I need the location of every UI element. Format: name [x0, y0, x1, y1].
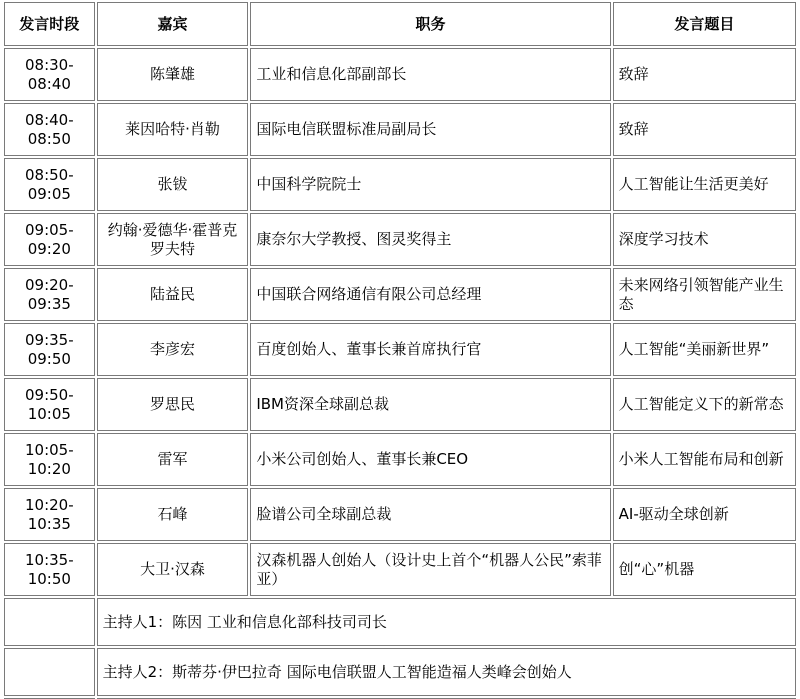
position-cell: 中国科学院院士 [250, 158, 610, 211]
guest-cell: 李彦宏 [97, 323, 249, 376]
table-row [4, 433, 796, 486]
time-cell: 08:40- 08:50 [4, 103, 95, 156]
time-cell: 09:05- 09:20 [4, 213, 95, 266]
time-cell: 10:35- 10:50 [4, 543, 95, 596]
position-cell: 康奈尔大学教授、图灵奖得主 [250, 213, 610, 266]
guest-cell: 大卫·汉森 [97, 543, 249, 596]
host-1-text: 主持人1：陈因 工业和信息化部科技司司长 [97, 598, 796, 646]
guest-cell: 约翰·爱德华·霍普克罗夫特 [97, 213, 249, 266]
time-cell: 08:50- 09:05 [4, 158, 95, 211]
host-row [4, 648, 796, 696]
topic-cell: 深度学习技术 [613, 213, 796, 266]
time-cell: 08:30- 08:40 [4, 48, 95, 101]
time-cell: 09:50- 10:05 [4, 378, 95, 431]
guest-cell: 莱因哈特·肖勒 [97, 103, 249, 156]
guest-cell: 雷军 [97, 433, 249, 486]
guest-cell: 陈肇雄 [97, 48, 249, 101]
time-cell: 10:20- 10:35 [4, 488, 95, 541]
topic-cell: 人工智能“美丽新世界” [613, 323, 796, 376]
position-cell: IBM资深全球副总裁 [250, 378, 610, 431]
table-row [4, 48, 796, 101]
header-topic: 发言题目 [613, 2, 796, 46]
host-spacer-cell [4, 648, 95, 696]
table-row [4, 213, 796, 266]
table-row [4, 323, 796, 376]
position-cell: 中国联合网络通信有限公司总经理 [250, 268, 610, 321]
table-row [4, 268, 796, 321]
topic-cell: AI-驱动全球创新 [613, 488, 796, 541]
guest-cell: 张钹 [97, 158, 249, 211]
host-spacer-cell [4, 598, 95, 646]
guest-cell: 石峰 [97, 488, 249, 541]
header-position: 职务 [250, 2, 610, 46]
table-row [4, 543, 796, 596]
position-cell: 汉森机器人创始人（设计史上首个“机器人公民”索菲亚） [250, 543, 610, 596]
position-cell: 工业和信息化部副部长 [250, 48, 610, 101]
agenda-table [2, 0, 798, 699]
position-cell: 小米公司创始人、董事长兼CEO [250, 433, 610, 486]
time-cell: 09:35- 09:50 [4, 323, 95, 376]
topic-cell: 人工智能定义下的新常态 [613, 378, 796, 431]
guest-cell: 罗思民 [97, 378, 249, 431]
topic-cell: 致辞 [613, 48, 796, 101]
table-row [4, 158, 796, 211]
position-cell: 国际电信联盟标准局副局长 [250, 103, 610, 156]
topic-cell: 未来网络引领智能产业生态 [613, 268, 796, 321]
time-cell: 09:20- 09:35 [4, 268, 95, 321]
time-cell: 10:05- 10:20 [4, 433, 95, 486]
header-row [4, 2, 796, 46]
host-2-text: 主持人2：斯蒂芬·伊巴拉奇 国际电信联盟人工智能造福人类峰会创始人 [97, 648, 796, 696]
topic-cell: 创“心”机器 [613, 543, 796, 596]
header-time: 发言时段 [4, 2, 95, 46]
topic-cell: 致辞 [613, 103, 796, 156]
position-cell: 百度创始人、董事长兼首席执行官 [250, 323, 610, 376]
position-cell: 脸谱公司全球副总裁 [250, 488, 610, 541]
table-row [4, 488, 796, 541]
host-row [4, 598, 796, 646]
topic-cell: 小米人工智能布局和创新 [613, 433, 796, 486]
table-row [4, 103, 796, 156]
table-row [4, 378, 796, 431]
topic-cell: 人工智能让生活更美好 [613, 158, 796, 211]
header-guest: 嘉宾 [97, 2, 249, 46]
agenda-table-wrapper [2, 0, 798, 699]
guest-cell: 陆益民 [97, 268, 249, 321]
